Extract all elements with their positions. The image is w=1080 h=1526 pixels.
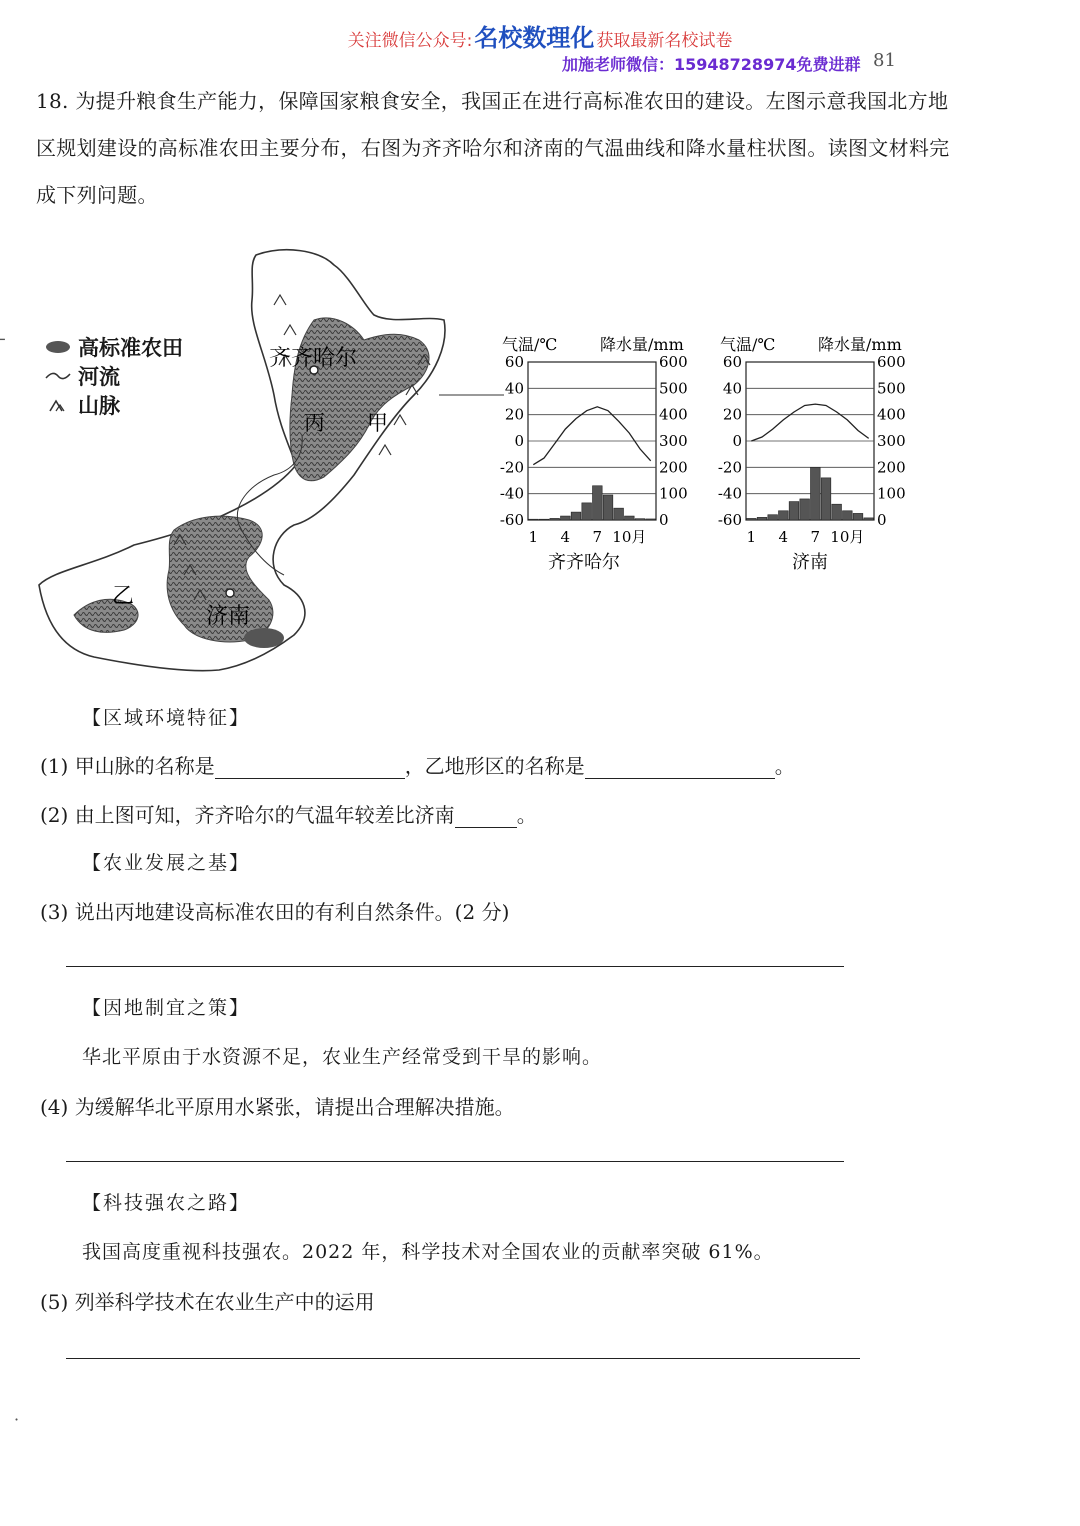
precip-bar — [768, 515, 778, 520]
section-foundation: 【农业发展之基】 — [82, 852, 251, 874]
header-contact: 加施老师微信：15948728974免费进群 — [562, 55, 861, 74]
precip-tick-label: 300 — [659, 432, 688, 450]
precip-bar — [582, 503, 592, 520]
section-tech: 【科技强农之路】 — [82, 1192, 251, 1214]
policy-text: 华北平原由于水资源不足，农业生产经常受到干旱的影响。 — [82, 1046, 603, 1068]
precip-tick-label: 0 — [877, 511, 887, 529]
precip-tick-label: 500 — [659, 379, 688, 398]
precip-tick-label: 500 — [877, 379, 906, 398]
intro-line-1: 18. 为提升粮食生产能力，保障国家粮食安全，我国正在进行高标准农田的建设。左图示意我国北方地 — [36, 89, 949, 113]
farmland-shandong — [244, 628, 284, 648]
farmland-northeast — [290, 318, 429, 481]
precip-tick-label: 100 — [659, 484, 688, 503]
precip-tick-label: 200 — [877, 458, 906, 477]
answer-blank-yi[interactable] — [585, 758, 775, 779]
precip-tick-label: 400 — [877, 405, 906, 424]
question-4: (4) 为缓解华北平原用水紧张，请提出合理解决措施。 — [40, 1095, 515, 1119]
question-3: (3) 说出丙地建设高标准农田的有利自然条件。(2 分) — [40, 900, 510, 924]
section-region: 【区域环境特征】 — [82, 707, 251, 729]
q1-part-b: ，乙地形区的名称是 — [404, 754, 585, 778]
qiqihar-label: 齐齐哈尔 — [269, 346, 358, 371]
answer-line-5[interactable] — [66, 1358, 860, 1359]
jinan-label: 济南 — [206, 604, 251, 629]
month-tick-label: 4 — [778, 528, 789, 546]
precip-bar — [614, 508, 624, 520]
precip-bar — [571, 512, 581, 520]
chart-title: 济南 — [792, 552, 828, 573]
jinan-dot — [226, 589, 234, 597]
month-tick-label: 10月 — [612, 528, 647, 546]
temp-line — [533, 407, 650, 465]
temp-tick-label: -40 — [499, 484, 524, 503]
jia-label: 甲 — [367, 411, 388, 435]
precip-bar — [593, 486, 603, 520]
precip-bar — [625, 516, 635, 520]
header-banner — [0, 18, 1080, 53]
temp-axis-label: 气温/℃ — [720, 335, 776, 354]
q1-part-c: 。 — [774, 754, 795, 778]
legend-mountain-label: 山脉 — [78, 393, 120, 418]
precip-axis-label: 降水量/mm — [818, 335, 902, 354]
temp-tick-label: 20 — [504, 405, 524, 424]
precip-bar — [843, 511, 853, 520]
question-2 — [40, 799, 537, 828]
month-tick-label: 1 — [746, 528, 757, 546]
temp-tick-label: 60 — [504, 353, 524, 371]
temp-axis-label: 气温/℃ — [502, 335, 558, 354]
precip-bar — [789, 502, 799, 520]
header-suffix: 获取最新名校试卷 — [596, 31, 733, 51]
temp-tick-label: -20 — [499, 458, 524, 477]
precip-bar — [561, 516, 571, 520]
precip-bar — [853, 513, 863, 520]
precip-bar — [603, 495, 613, 520]
temp-tick-label: 60 — [722, 353, 742, 371]
precip-tick-label: 600 — [877, 353, 906, 371]
q2-part-a: (2) 由上图可知，齐齐哈尔的气温年较差比济南 — [40, 803, 455, 827]
temp-tick-label: -60 — [499, 511, 524, 529]
chart-title: 齐齐哈尔 — [548, 552, 620, 573]
precip-tick-label: 100 — [877, 484, 906, 503]
temp-tick-label: -40 — [717, 484, 742, 503]
climate-chart-jinan — [718, 335, 906, 573]
header-brand: 名校数理化 — [474, 24, 595, 52]
precip-bar — [832, 504, 842, 520]
precip-axis-label: 降水量/mm — [600, 335, 684, 354]
precip-bar — [864, 518, 874, 520]
intro-line-3: 成下列问题。 — [36, 183, 158, 207]
month-tick-label: 7 — [592, 528, 603, 546]
header-prefix: 关注微信公众号: — [347, 31, 473, 51]
precip-bar — [529, 519, 539, 520]
bing-label: 丙 — [304, 411, 325, 435]
temp-tick-label: 0 — [732, 432, 742, 450]
month-tick-label: 4 — [560, 528, 571, 546]
question-1 — [40, 750, 795, 779]
temp-line — [751, 404, 868, 441]
precip-bar — [800, 499, 810, 520]
legend-river-label: 河流 — [78, 364, 120, 389]
margin-mark: ╴ — [0, 330, 10, 349]
question-5: (5) 列举科学技术在农业生产中的运用 — [40, 1290, 375, 1314]
legend-farmland-label: 高标准农田 — [78, 335, 183, 360]
temp-tick-label: 40 — [722, 379, 742, 398]
precip-bar — [539, 519, 549, 520]
month-tick-label: 10月 — [830, 528, 865, 546]
climate-chart-qiqihar — [500, 335, 688, 573]
precip-bar — [811, 467, 821, 520]
precip-bar — [821, 478, 831, 520]
temp-tick-label: 0 — [514, 432, 524, 450]
precip-tick-label: 400 — [659, 405, 688, 424]
answer-line-4[interactable] — [66, 1161, 844, 1162]
precip-tick-label: 600 — [659, 353, 688, 371]
precip-bar — [747, 518, 757, 520]
yi-label: 乙 — [112, 584, 135, 609]
month-tick-label: 1 — [528, 528, 539, 546]
farmland-map — [34, 245, 504, 675]
precip-bar — [635, 519, 645, 520]
temp-tick-label: -60 — [717, 511, 742, 529]
precip-tick-label: 200 — [659, 458, 688, 477]
month-tick-label: 7 — [810, 528, 821, 546]
precip-tick-label: 300 — [877, 432, 906, 450]
temp-tick-label: -20 — [717, 458, 742, 477]
precip-bar — [646, 519, 656, 520]
answer-blank-jia[interactable] — [215, 758, 405, 779]
section-policy: 【因地制宜之策】 — [82, 997, 251, 1019]
precip-bar — [779, 511, 789, 520]
margin-mark: · — [14, 1410, 20, 1429]
temp-tick-label: 20 — [722, 405, 742, 424]
intro-line-2: 区规划建设的高标准农田主要分布，右图为齐齐哈尔和济南的气温曲线和降水量柱状图。读图文材料完 — [36, 136, 950, 160]
answer-line-3[interactable] — [66, 966, 844, 967]
question-intro — [36, 78, 956, 219]
precip-bar — [757, 517, 767, 520]
precip-bar — [550, 518, 560, 520]
q1-part-a: (1) 甲山脉的名称是 — [40, 754, 215, 778]
temp-tick-label: 40 — [504, 379, 524, 398]
q2-part-b: 。 — [516, 803, 537, 827]
tech-text: 我国高度重视科技强农。2022 年，科学技术对全国农业的贡献率突破 61%。 — [82, 1241, 774, 1263]
page-number: 81 — [873, 50, 896, 71]
precip-tick-label: 0 — [659, 511, 669, 529]
climate-charts — [496, 330, 920, 580]
answer-blank-range[interactable] — [455, 807, 517, 828]
